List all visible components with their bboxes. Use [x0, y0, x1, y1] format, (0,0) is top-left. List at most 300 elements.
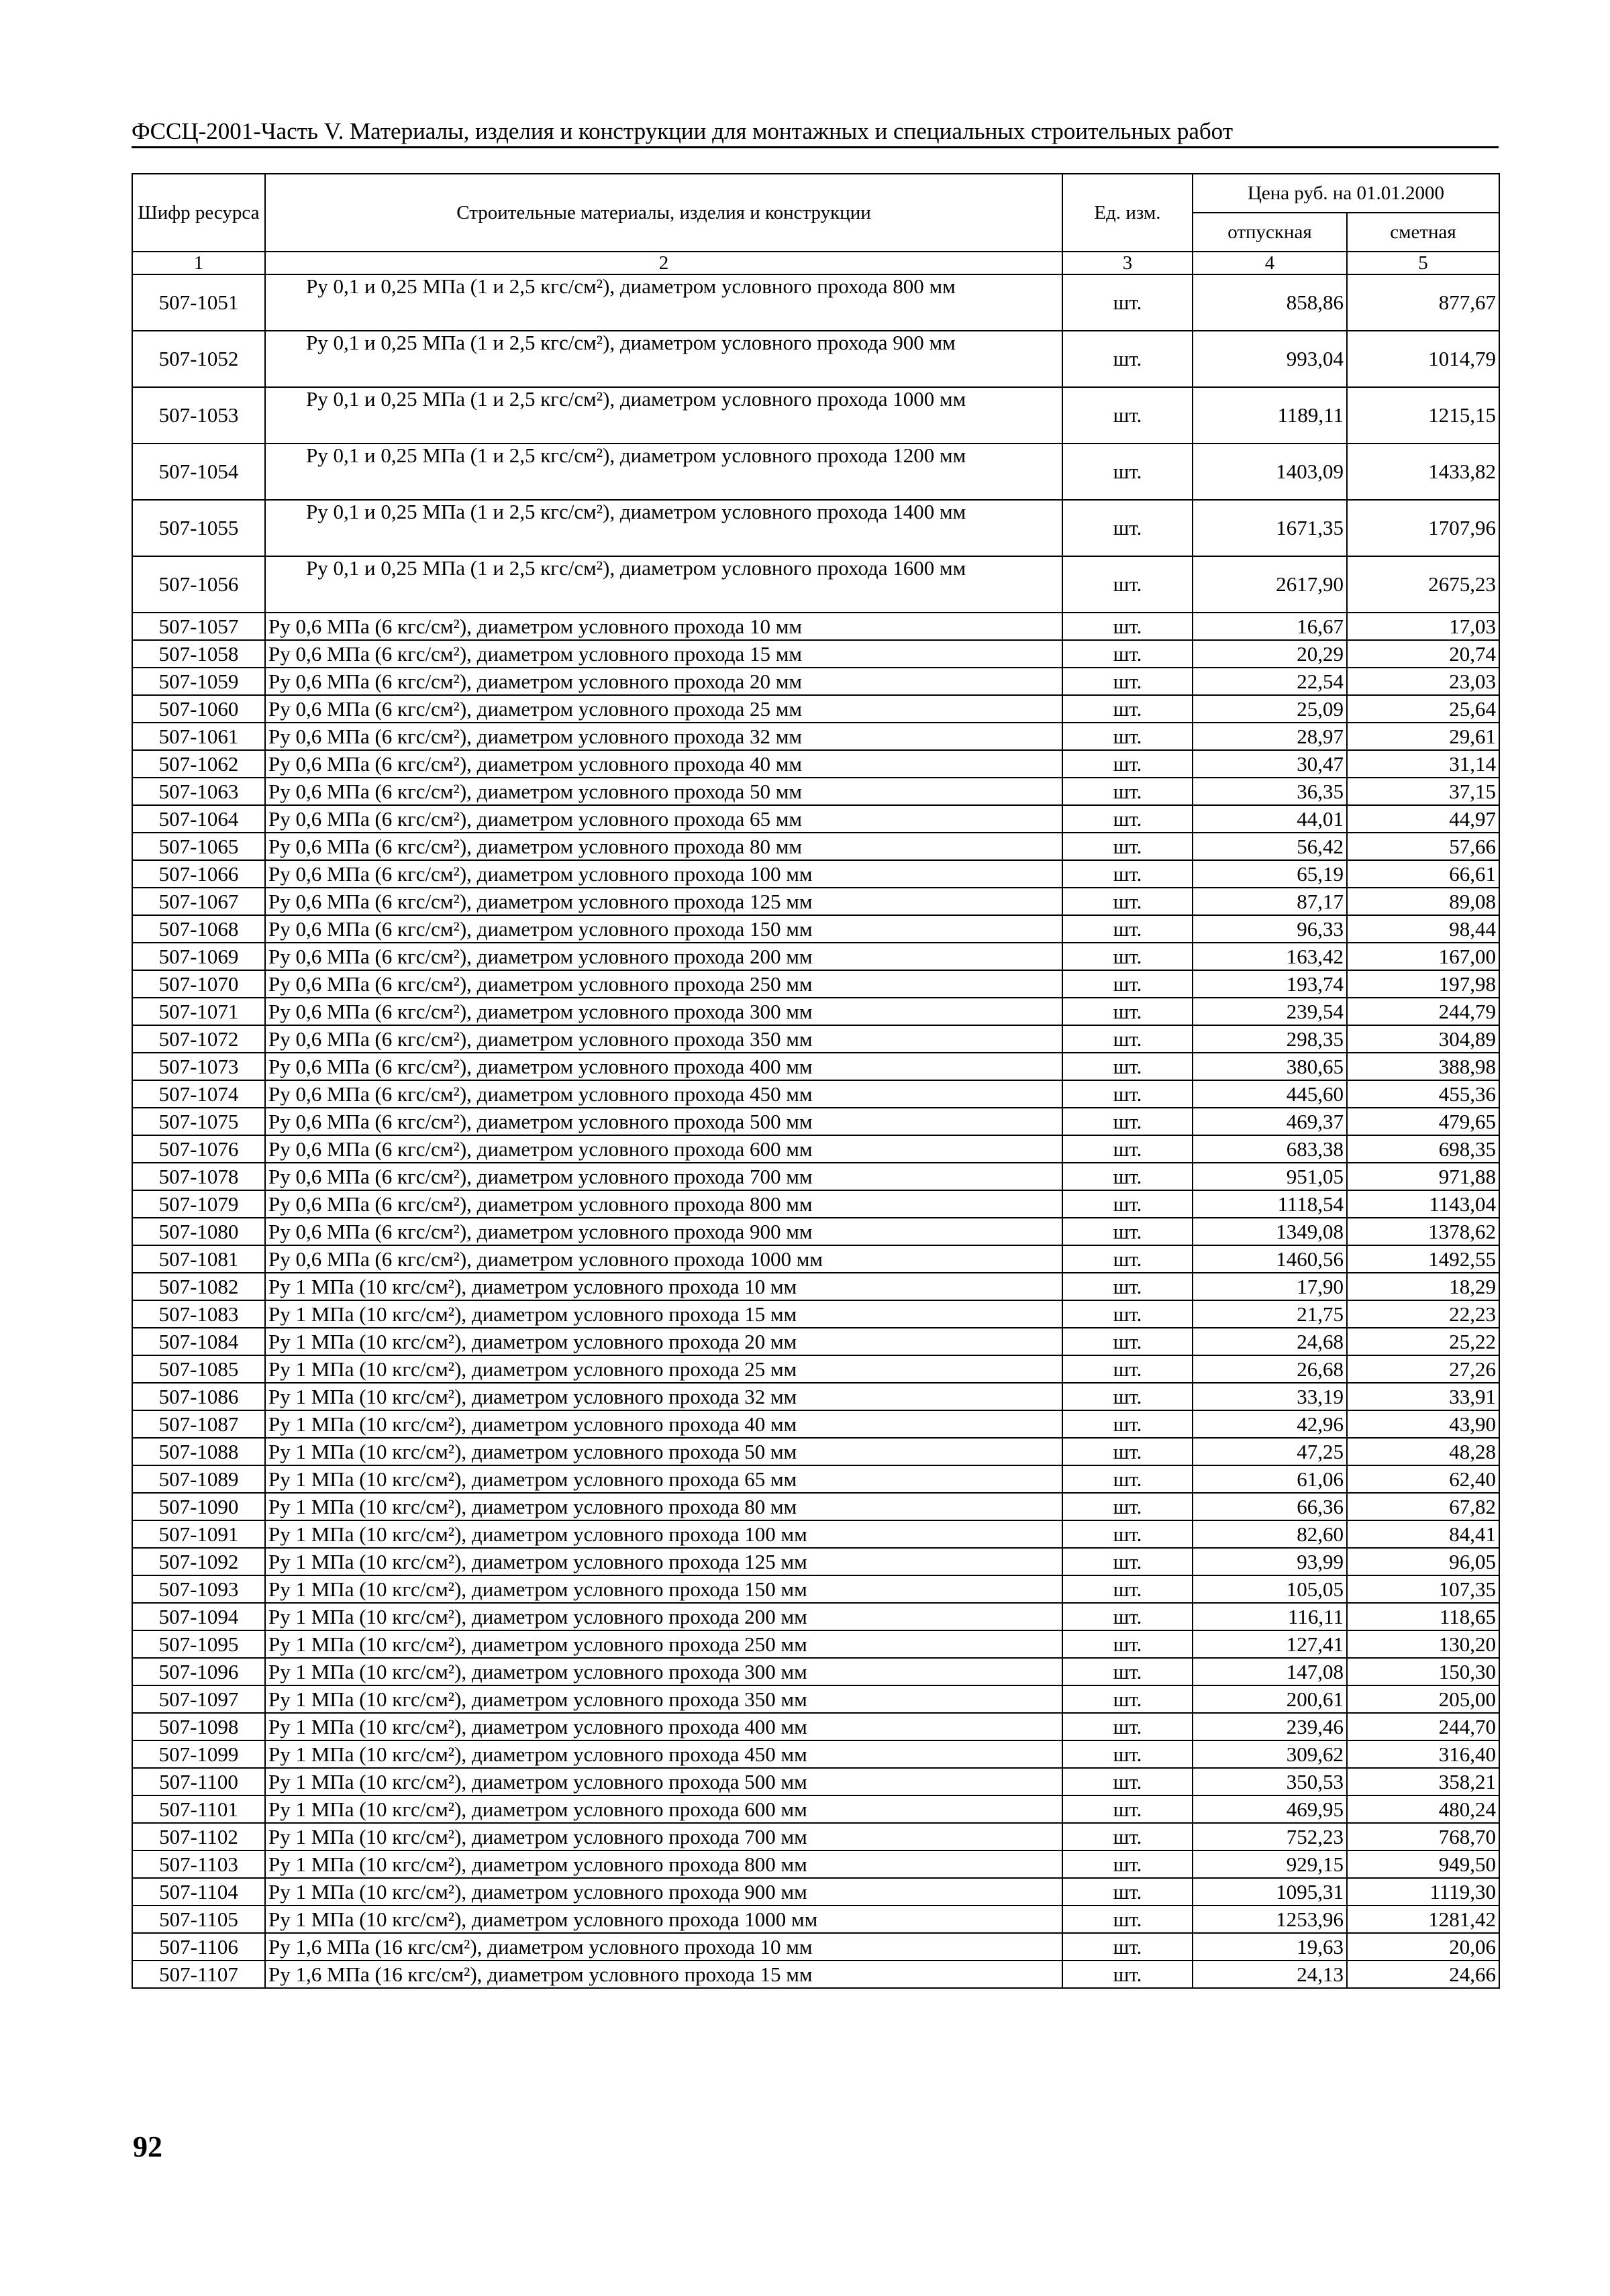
resource-code: 507-1079	[132, 1190, 265, 1218]
document-header	[132, 118, 1499, 148]
estimate-price: 150,30	[1347, 1658, 1499, 1685]
material-description: Ру 0,6 МПа (6 кгс/см²), диаметром условного прохода 150 мм	[265, 915, 1062, 943]
estimate-price: 1014,79	[1347, 331, 1499, 387]
table-row	[132, 888, 1499, 915]
release-price: 127,41	[1193, 1630, 1347, 1658]
release-price: 1349,08	[1193, 1218, 1347, 1245]
release-price: 350,53	[1193, 1768, 1347, 1795]
unit-of-measure: шт.	[1062, 860, 1193, 888]
table-row	[132, 1713, 1499, 1740]
material-description: Ру 0,6 МПа (6 кгс/см²), диаметром условного прохода 125 мм	[265, 888, 1062, 915]
material-description: Ру 1 МПа (10 кгс/см²), диаметром условного прохода 50 мм	[265, 1438, 1062, 1465]
material-description: Ру 1 МПа (10 кгс/см²), диаметром условного прохода 200 мм	[265, 1603, 1062, 1630]
resource-code: 507-1076	[132, 1135, 265, 1163]
release-price: 445,60	[1193, 1080, 1347, 1108]
column-number: 4	[1193, 252, 1347, 274]
table-row	[132, 1630, 1499, 1658]
resource-code: 507-1062	[132, 750, 265, 778]
unit-of-measure: шт.	[1062, 695, 1193, 723]
unit-of-measure: шт.	[1062, 1300, 1193, 1328]
resource-code: 507-1092	[132, 1548, 265, 1575]
material-description: Ру 0,6 МПа (6 кгс/см²), диаметром условного прохода 80 мм	[265, 833, 1062, 860]
release-price: 22,54	[1193, 668, 1347, 695]
table-row	[132, 500, 1499, 556]
estimate-price: 244,70	[1347, 1713, 1499, 1740]
table-row	[132, 1961, 1499, 1988]
material-description: Ру 0,6 МПа (6 кгс/см²), диаметром условного прохода 32 мм	[265, 723, 1062, 750]
material-description: Ру 0,1 и 0,25 МПа (1 и 2,5 кгс/см²), диаметром условного прохода 900 мм	[265, 331, 1062, 387]
material-description: Ру 1 МПа (10 кгс/см²), диаметром условного прохода 350 мм	[265, 1685, 1062, 1713]
unit-of-measure: шт.	[1062, 1713, 1193, 1740]
table-row	[132, 943, 1499, 970]
estimate-price: 358,21	[1347, 1768, 1499, 1795]
unit-of-measure: шт.	[1062, 1355, 1193, 1383]
table-row	[132, 970, 1499, 998]
estimate-price: 66,61	[1347, 860, 1499, 888]
material-description: Ру 0,6 МПа (6 кгс/см²), диаметром условного прохода 25 мм	[265, 695, 1062, 723]
table-row	[132, 1355, 1499, 1383]
resource-code: 507-1058	[132, 640, 265, 668]
estimate-price: 205,00	[1347, 1685, 1499, 1713]
release-price: 28,97	[1193, 723, 1347, 750]
estimate-price: 62,40	[1347, 1465, 1499, 1493]
resource-code: 507-1071	[132, 998, 265, 1025]
table-row	[132, 331, 1499, 387]
release-price: 2617,90	[1193, 556, 1347, 613]
unit-of-measure: шт.	[1062, 1768, 1193, 1795]
material-description: Ру 1 МПа (10 кгс/см²), диаметром условного прохода 150 мм	[265, 1575, 1062, 1603]
release-price: 66,36	[1193, 1493, 1347, 1520]
resource-code: 507-1096	[132, 1658, 265, 1685]
unit-of-measure: шт.	[1062, 1906, 1193, 1933]
resource-code: 507-1082	[132, 1273, 265, 1300]
table-row	[132, 1520, 1499, 1548]
unit-of-measure: шт.	[1062, 1548, 1193, 1575]
estimate-price: 244,79	[1347, 998, 1499, 1025]
release-price: 858,86	[1193, 274, 1347, 331]
unit-of-measure: шт.	[1062, 1163, 1193, 1190]
table-row	[132, 1658, 1499, 1685]
unit-of-measure: шт.	[1062, 640, 1193, 668]
resource-code: 507-1075	[132, 1108, 265, 1135]
unit-of-measure: шт.	[1062, 943, 1193, 970]
estimate-price: 27,26	[1347, 1355, 1499, 1383]
material-description: Ру 1 МПа (10 кгс/см²), диаметром условного прохода 100 мм	[265, 1520, 1062, 1548]
release-price: 469,95	[1193, 1795, 1347, 1823]
unit-of-measure: шт.	[1062, 1823, 1193, 1850]
resource-code: 507-1051	[132, 274, 265, 331]
estimate-price: 22,23	[1347, 1300, 1499, 1328]
release-price: 1253,96	[1193, 1906, 1347, 1933]
estimate-price: 388,98	[1347, 1053, 1499, 1080]
release-price: 21,75	[1193, 1300, 1347, 1328]
table-row	[132, 1933, 1499, 1961]
table-row	[132, 1300, 1499, 1328]
table-row	[132, 613, 1499, 640]
resource-code: 507-1099	[132, 1740, 265, 1768]
estimate-price: 971,88	[1347, 1163, 1499, 1190]
unit-of-measure: шт.	[1062, 1795, 1193, 1823]
unit-of-measure: шт.	[1062, 1465, 1193, 1493]
estimate-price: 1492,55	[1347, 1245, 1499, 1273]
release-price: 380,65	[1193, 1053, 1347, 1080]
table-row	[132, 1328, 1499, 1355]
estimate-price: 479,65	[1347, 1108, 1499, 1135]
release-price: 147,08	[1193, 1658, 1347, 1685]
release-price: 1460,56	[1193, 1245, 1347, 1273]
material-description: Ру 0,6 МПа (6 кгс/см²), диаметром условного прохода 500 мм	[265, 1108, 1062, 1135]
unit-of-measure: шт.	[1062, 1410, 1193, 1438]
unit-of-measure: шт.	[1062, 1961, 1193, 1988]
resource-code: 507-1091	[132, 1520, 265, 1548]
unit-of-measure: шт.	[1062, 1685, 1193, 1713]
material-description: Ру 0,1 и 0,25 МПа (1 и 2,5 кгс/см²), диаметром условного прохода 1200 мм	[265, 443, 1062, 500]
estimate-price: 1119,30	[1347, 1878, 1499, 1906]
estimate-price: 20,06	[1347, 1933, 1499, 1961]
estimate-price: 949,50	[1347, 1850, 1499, 1878]
resource-code: 507-1078	[132, 1163, 265, 1190]
unit-of-measure: шт.	[1062, 833, 1193, 860]
material-description: Ру 0,6 МПа (6 кгс/см²), диаметром условного прохода 900 мм	[265, 1218, 1062, 1245]
estimate-price: 89,08	[1347, 888, 1499, 915]
unit-of-measure: шт.	[1062, 331, 1193, 387]
material-description: Ру 0,6 МПа (6 кгс/см²), диаметром условного прохода 200 мм	[265, 943, 1062, 970]
estimate-price: 23,03	[1347, 668, 1499, 695]
estimate-price: 18,29	[1347, 1273, 1499, 1300]
estimate-price: 17,03	[1347, 613, 1499, 640]
estimate-price: 2675,23	[1347, 556, 1499, 613]
unit-of-measure: шт.	[1062, 556, 1193, 613]
unit-of-measure: шт.	[1062, 613, 1193, 640]
resource-code: 507-1085	[132, 1355, 265, 1383]
estimate-price: 84,41	[1347, 1520, 1499, 1548]
column-number: 1	[132, 252, 265, 274]
material-description: Ру 1 МПа (10 кгс/см²), диаметром условного прохода 65 мм	[265, 1465, 1062, 1493]
resource-code: 507-1094	[132, 1603, 265, 1630]
estimate-price: 67,82	[1347, 1493, 1499, 1520]
material-description: Ру 1 МПа (10 кгс/см²), диаметром условного прохода 900 мм	[265, 1878, 1062, 1906]
resource-code: 507-1057	[132, 613, 265, 640]
resource-code: 507-1054	[132, 443, 265, 500]
release-price: 239,46	[1193, 1713, 1347, 1740]
material-description: Ру 0,6 МПа (6 кгс/см²), диаметром условного прохода 50 мм	[265, 778, 1062, 805]
table-row	[132, 668, 1499, 695]
estimate-price: 167,00	[1347, 943, 1499, 970]
resource-code: 507-1089	[132, 1465, 265, 1493]
release-price: 993,04	[1193, 331, 1347, 387]
estimate-price: 1143,04	[1347, 1190, 1499, 1218]
column-number: 5	[1347, 252, 1499, 274]
column-numbers-row	[132, 252, 1499, 274]
column-header-unit: Ед. изм.	[1062, 174, 1193, 252]
table-row	[132, 1685, 1499, 1713]
material-description: Ру 1,6 МПа (16 кгс/см²), диаметром условного прохода 15 мм	[265, 1961, 1062, 1988]
estimate-price: 24,66	[1347, 1961, 1499, 1988]
release-price: 16,67	[1193, 613, 1347, 640]
column-header-estimate-price: сметная	[1347, 213, 1499, 252]
table-row	[132, 1823, 1499, 1850]
release-price: 65,19	[1193, 860, 1347, 888]
material-description: Ру 1 МПа (10 кгс/см²), диаметром условного прохода 250 мм	[265, 1630, 1062, 1658]
material-description: Ру 1 МПа (10 кгс/см²), диаметром условного прохода 400 мм	[265, 1713, 1062, 1740]
estimate-price: 31,14	[1347, 750, 1499, 778]
estimate-price: 130,20	[1347, 1630, 1499, 1658]
table-row	[132, 1906, 1499, 1933]
unit-of-measure: шт.	[1062, 998, 1193, 1025]
material-description: Ру 0,6 МПа (6 кгс/см²), диаметром условного прохода 20 мм	[265, 668, 1062, 695]
release-price: 36,35	[1193, 778, 1347, 805]
resource-code: 507-1052	[132, 331, 265, 387]
release-price: 200,61	[1193, 1685, 1347, 1713]
release-price: 61,06	[1193, 1465, 1347, 1493]
table-row	[132, 1135, 1499, 1163]
resource-code: 507-1093	[132, 1575, 265, 1603]
column-header-price-group: Цена руб. на 01.01.2000	[1193, 174, 1499, 213]
release-price: 951,05	[1193, 1163, 1347, 1190]
unit-of-measure: шт.	[1062, 1493, 1193, 1520]
release-price: 298,35	[1193, 1025, 1347, 1053]
unit-of-measure: шт.	[1062, 443, 1193, 500]
table-row	[132, 1218, 1499, 1245]
material-description: Ру 1 МПа (10 кгс/см²), диаметром условного прохода 300 мм	[265, 1658, 1062, 1685]
release-price: 19,63	[1193, 1933, 1347, 1961]
table-row	[132, 1245, 1499, 1273]
material-description: Ру 0,6 МПа (6 кгс/см²), диаметром условного прохода 350 мм	[265, 1025, 1062, 1053]
table-row	[132, 1740, 1499, 1768]
table-row	[132, 1410, 1499, 1438]
estimate-price: 197,98	[1347, 970, 1499, 998]
resource-code: 507-1065	[132, 833, 265, 860]
unit-of-measure: шт.	[1062, 750, 1193, 778]
table-body	[132, 274, 1499, 1988]
table-row	[132, 805, 1499, 833]
unit-of-measure: шт.	[1062, 1658, 1193, 1685]
release-price: 25,09	[1193, 695, 1347, 723]
column-header-release-price: отпускная	[1193, 213, 1347, 252]
table-row	[132, 1465, 1499, 1493]
release-price: 33,19	[1193, 1383, 1347, 1410]
resource-code: 507-1087	[132, 1410, 265, 1438]
resource-code: 507-1080	[132, 1218, 265, 1245]
release-price: 163,42	[1193, 943, 1347, 970]
release-price: 42,96	[1193, 1410, 1347, 1438]
table-row	[132, 274, 1499, 331]
table-row	[132, 1383, 1499, 1410]
resource-code: 507-1070	[132, 970, 265, 998]
unit-of-measure: шт.	[1062, 1933, 1193, 1961]
unit-of-measure: шт.	[1062, 1218, 1193, 1245]
table-row	[132, 998, 1499, 1025]
resource-code: 507-1068	[132, 915, 265, 943]
resource-code: 507-1055	[132, 500, 265, 556]
column-number: 2	[265, 252, 1062, 274]
table-row	[132, 750, 1499, 778]
unit-of-measure: шт.	[1062, 1190, 1193, 1218]
table-row	[132, 1080, 1499, 1108]
resource-code: 507-1097	[132, 1685, 265, 1713]
table-row	[132, 1878, 1499, 1906]
material-description: Ру 0,1 и 0,25 МПа (1 и 2,5 кгс/см²), диаметром условного прохода 1000 мм	[265, 387, 1062, 443]
unit-of-measure: шт.	[1062, 1025, 1193, 1053]
unit-of-measure: шт.	[1062, 805, 1193, 833]
unit-of-measure: шт.	[1062, 1135, 1193, 1163]
estimate-price: 98,44	[1347, 915, 1499, 943]
table-row	[132, 695, 1499, 723]
estimate-price: 37,15	[1347, 778, 1499, 805]
column-number: 3	[1062, 252, 1193, 274]
material-description: Ру 1 МПа (10 кгс/см²), диаметром условного прохода 500 мм	[265, 1768, 1062, 1795]
material-description: Ру 1 МПа (10 кгс/см²), диаметром условного прохода 15 мм	[265, 1300, 1062, 1328]
unit-of-measure: шт.	[1062, 1080, 1193, 1108]
material-description: Ру 1 МПа (10 кгс/см²), диаметром условного прохода 1000 мм	[265, 1906, 1062, 1933]
unit-of-measure: шт.	[1062, 1328, 1193, 1355]
release-price: 47,25	[1193, 1438, 1347, 1465]
material-description: Ру 0,6 МПа (6 кгс/см²), диаметром условного прохода 800 мм	[265, 1190, 1062, 1218]
resource-code: 507-1060	[132, 695, 265, 723]
estimate-price: 25,22	[1347, 1328, 1499, 1355]
release-price: 44,01	[1193, 805, 1347, 833]
estimate-price: 1215,15	[1347, 387, 1499, 443]
unit-of-measure: шт.	[1062, 1630, 1193, 1658]
resource-code: 507-1067	[132, 888, 265, 915]
estimate-price: 877,67	[1347, 274, 1499, 331]
table-row	[132, 1273, 1499, 1300]
release-price: 82,60	[1193, 1520, 1347, 1548]
table-row	[132, 1493, 1499, 1520]
table-row	[132, 1053, 1499, 1080]
unit-of-measure: шт.	[1062, 1603, 1193, 1630]
resource-code: 507-1081	[132, 1245, 265, 1273]
unit-of-measure: шт.	[1062, 1053, 1193, 1080]
unit-of-measure: шт.	[1062, 1850, 1193, 1878]
unit-of-measure: шт.	[1062, 500, 1193, 556]
material-description: Ру 1 МПа (10 кгс/см²), диаметром условного прохода 10 мм	[265, 1273, 1062, 1300]
table-row	[132, 723, 1499, 750]
material-description: Ру 0,6 МПа (6 кгс/см²), диаметром условного прохода 300 мм	[265, 998, 1062, 1025]
unit-of-measure: шт.	[1062, 1438, 1193, 1465]
table-row	[132, 1850, 1499, 1878]
unit-of-measure: шт.	[1062, 1273, 1193, 1300]
unit-of-measure: шт.	[1062, 1245, 1193, 1273]
estimate-price: 1433,82	[1347, 443, 1499, 500]
estimate-price: 107,35	[1347, 1575, 1499, 1603]
table-row	[132, 860, 1499, 888]
material-description: Ру 0,6 МПа (6 кгс/см²), диаметром условного прохода 10 мм	[265, 613, 1062, 640]
resource-code: 507-1106	[132, 1933, 265, 1961]
resource-code: 507-1100	[132, 1768, 265, 1795]
table-row	[132, 387, 1499, 443]
table-row	[132, 556, 1499, 613]
resource-code: 507-1095	[132, 1630, 265, 1658]
resource-code: 507-1104	[132, 1878, 265, 1906]
table-row	[132, 1548, 1499, 1575]
material-description: Ру 0,1 и 0,25 МПа (1 и 2,5 кгс/см²), диаметром условного прохода 1400 мм	[265, 500, 1062, 556]
material-description: Ру 0,6 МПа (6 кгс/см²), диаметром условного прохода 100 мм	[265, 860, 1062, 888]
estimate-price: 43,90	[1347, 1410, 1499, 1438]
resource-code: 507-1098	[132, 1713, 265, 1740]
estimate-price: 455,36	[1347, 1080, 1499, 1108]
material-description: Ру 1 МПа (10 кгс/см²), диаметром условного прохода 600 мм	[265, 1795, 1062, 1823]
table-row	[132, 443, 1499, 500]
release-price: 93,99	[1193, 1548, 1347, 1575]
resource-code: 507-1061	[132, 723, 265, 750]
release-price: 929,15	[1193, 1850, 1347, 1878]
resource-code: 507-1084	[132, 1328, 265, 1355]
estimate-price: 304,89	[1347, 1025, 1499, 1053]
release-price: 1671,35	[1193, 500, 1347, 556]
material-description: Ру 1 МПа (10 кгс/см²), диаметром условного прохода 80 мм	[265, 1493, 1062, 1520]
estimate-price: 25,64	[1347, 695, 1499, 723]
material-description: Ру 1 МПа (10 кгс/см²), диаметром условного прохода 40 мм	[265, 1410, 1062, 1438]
material-description: Ру 0,6 МПа (6 кгс/см²), диаметром условного прохода 15 мм	[265, 640, 1062, 668]
resource-code: 507-1056	[132, 556, 265, 613]
resource-code: 507-1074	[132, 1080, 265, 1108]
release-price: 26,68	[1193, 1355, 1347, 1383]
table-header	[132, 174, 1499, 274]
release-price: 309,62	[1193, 1740, 1347, 1768]
release-price: 1118,54	[1193, 1190, 1347, 1218]
resource-code: 507-1090	[132, 1493, 265, 1520]
estimate-price: 768,70	[1347, 1823, 1499, 1850]
unit-of-measure: шт.	[1062, 723, 1193, 750]
estimate-price: 48,28	[1347, 1438, 1499, 1465]
release-price: 105,05	[1193, 1575, 1347, 1603]
release-price: 683,38	[1193, 1135, 1347, 1163]
estimate-price: 20,74	[1347, 640, 1499, 668]
material-description: Ру 0,6 МПа (6 кгс/см²), диаметром условного прохода 600 мм	[265, 1135, 1062, 1163]
estimate-price: 57,66	[1347, 833, 1499, 860]
unit-of-measure: шт.	[1062, 1108, 1193, 1135]
release-price: 116,11	[1193, 1603, 1347, 1630]
material-description: Ру 1 МПа (10 кгс/см²), диаметром условного прохода 800 мм	[265, 1850, 1062, 1878]
release-price: 56,42	[1193, 833, 1347, 860]
release-price: 17,90	[1193, 1273, 1347, 1300]
price-table	[132, 173, 1500, 1989]
table-row	[132, 1190, 1499, 1218]
resource-code: 507-1063	[132, 778, 265, 805]
table-row	[132, 833, 1499, 860]
release-price: 469,37	[1193, 1108, 1347, 1135]
material-description: Ру 1 МПа (10 кгс/см²), диаметром условного прохода 32 мм	[265, 1383, 1062, 1410]
estimate-price: 118,65	[1347, 1603, 1499, 1630]
release-price: 20,29	[1193, 640, 1347, 668]
material-description: Ру 1 МПа (10 кгс/см²), диаметром условного прохода 700 мм	[265, 1823, 1062, 1850]
estimate-price: 44,97	[1347, 805, 1499, 833]
estimate-price: 33,91	[1347, 1383, 1499, 1410]
release-price: 193,74	[1193, 970, 1347, 998]
table-row	[132, 915, 1499, 943]
resource-code: 507-1072	[132, 1025, 265, 1053]
estimate-price: 29,61	[1347, 723, 1499, 750]
unit-of-measure: шт.	[1062, 915, 1193, 943]
material-description: Ру 0,6 МПа (6 кгс/см²), диаметром условного прохода 40 мм	[265, 750, 1062, 778]
unit-of-measure: шт.	[1062, 1878, 1193, 1906]
table-row	[132, 1438, 1499, 1465]
release-price: 1189,11	[1193, 387, 1347, 443]
table-row	[132, 778, 1499, 805]
material-description: Ру 0,6 МПа (6 кгс/см²), диаметром условного прохода 450 мм	[265, 1080, 1062, 1108]
release-price: 239,54	[1193, 998, 1347, 1025]
material-description: Ру 0,6 МПа (6 кгс/см²), диаметром условного прохода 1000 мм	[265, 1245, 1062, 1273]
estimate-price: 96,05	[1347, 1548, 1499, 1575]
material-description: Ру 1 МПа (10 кгс/см²), диаметром условного прохода 20 мм	[265, 1328, 1062, 1355]
unit-of-measure: шт.	[1062, 1740, 1193, 1768]
material-description: Ру 0,1 и 0,25 МПа (1 и 2,5 кгс/см²), диаметром условного прохода 1600 мм	[265, 556, 1062, 613]
release-price: 30,47	[1193, 750, 1347, 778]
table-row	[132, 1795, 1499, 1823]
resource-code: 507-1073	[132, 1053, 265, 1080]
resource-code: 507-1088	[132, 1438, 265, 1465]
